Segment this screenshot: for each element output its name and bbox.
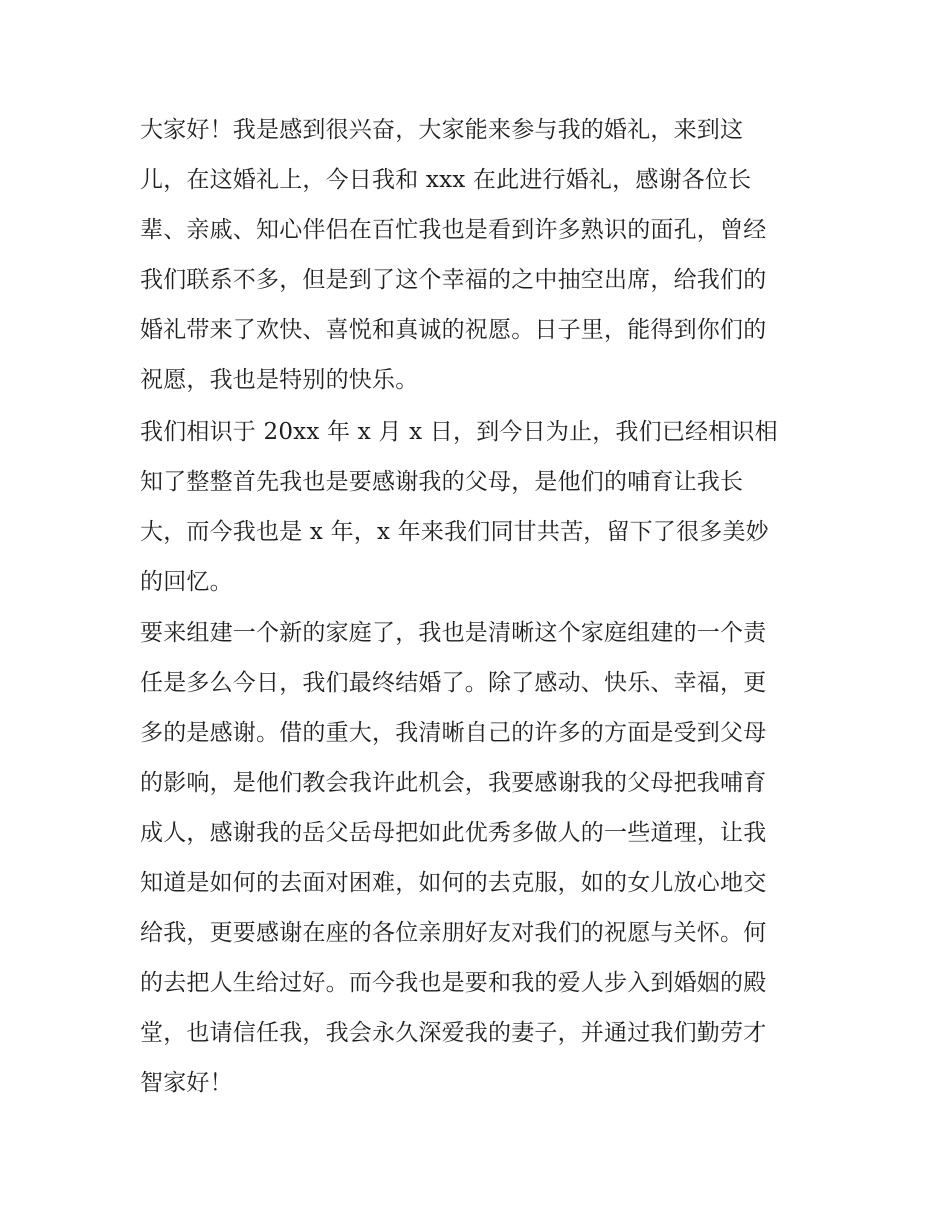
text-line: 大，而今我也是 x 年，x 年来我们同甘共苦，留下了很多美妙 bbox=[140, 519, 769, 545]
text-line: 我们相识于 20xx 年 x 月 x 日，到今日为止，我们已经相识相 bbox=[140, 419, 778, 445]
text-line: 的影响，是他们教会我许此机会，我要感谢我的父母把我哺育 bbox=[140, 770, 767, 796]
text-line: 要来组建一个新的家庭了，我也是清晰这个家庭组建的一个责 bbox=[140, 620, 767, 646]
text-line: 大家好！我是感到很兴奋，大家能来参与我的婚礼，来到这 bbox=[140, 117, 744, 143]
text-line: 辈、亲戚、知心伴侣在百忙我也是看到许多熟识的面孔，曾经 bbox=[140, 217, 767, 243]
text-line: 知道是如何的去面对困难，如何的去克服，如的女儿放心地交 bbox=[140, 870, 767, 896]
text-line: 任是多么今日，我们最终结婚了。除了感动、快乐、幸福，更 bbox=[140, 670, 767, 696]
text-line: 婚礼带来了欢快、喜悦和真诚的祝愿。日子里，能得到你们的 bbox=[140, 317, 767, 343]
text-line: 的去把人生给过好。而今我也是要和我的爱人步入到婚姻的殿 bbox=[140, 970, 767, 996]
text-line: 多的是感谢。借的重大，我清晰自己的许多的方面是受到父母 bbox=[140, 720, 767, 746]
text-line: 堂，也请信任我，我会永久深爱我的妻子，并通过我们勤劳才 bbox=[140, 1020, 767, 1046]
text-line: 知了整整首先我也是要感谢我的父母，是他们的哺育让我长 bbox=[140, 469, 744, 495]
text-line: 我们联系不多，但是到了这个幸福的之中抽空出席，给我们的 bbox=[140, 267, 767, 293]
text-line: 儿，在这婚礼上，今日我和 xxx 在此进行婚礼，感谢各位长 bbox=[140, 167, 752, 193]
text-line: 祝愿，我也是特别的快乐。 bbox=[140, 367, 419, 393]
text-line: 智家好！ bbox=[140, 1070, 233, 1096]
text-line: 成人，感谢我的岳父岳母把如此优秀多做人的一些道理，让我 bbox=[140, 820, 767, 846]
text-line: 的回忆。 bbox=[140, 569, 233, 595]
text-line: 给我，更要感谢在座的各位亲朋好友对我们的祝愿与关怀。何 bbox=[140, 920, 767, 946]
